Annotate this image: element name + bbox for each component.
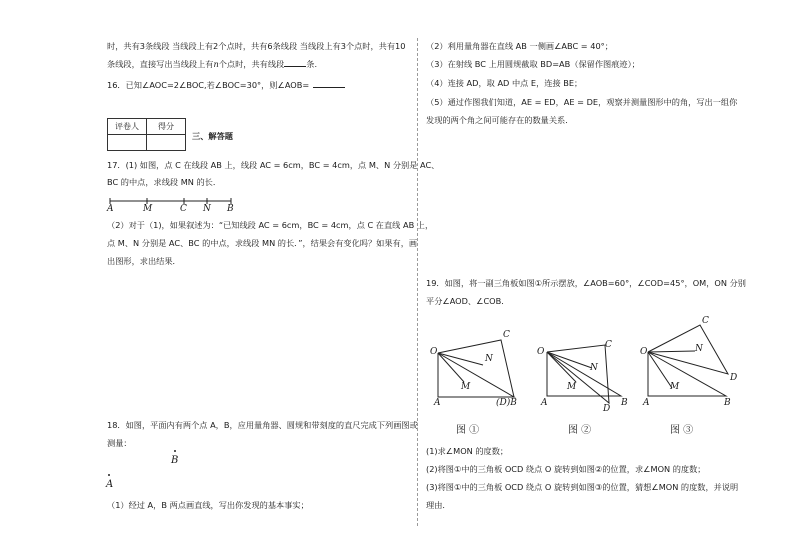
score-cell-grader[interactable] — [108, 135, 147, 151]
fig3-label-d: D — [730, 373, 738, 383]
q15-text-part2: 个点时，共有线段 — [218, 59, 285, 69]
score-table — [107, 118, 186, 151]
fig1-label-n: N — [485, 354, 493, 364]
figure-3-caption: 图 ③ — [670, 425, 694, 436]
q16-stem: 16．已知∠AOC=2∠BOC,若∠BOC=30°，则∠AOB= — [107, 80, 310, 90]
q15-text-line1: 时，共有3条线段 当线段上有2个点时，共有6条线段 当线段上有3个点时，共有10 — [107, 41, 406, 51]
score-header-score: 得分 — [147, 119, 186, 135]
q18-step4: （4）连接 AD，取 AD 中点 E，连接 BE； — [426, 78, 583, 88]
q19-sub1: (1)求∠MON 的度数； — [426, 446, 509, 456]
fig3-label-a: A — [643, 398, 650, 408]
fig1-triangle-ocd — [438, 340, 514, 397]
q19-sub3-line1: (3)将图①中的三角板 OCD 绕点 O 旋转到如图③的位置，猜想∠MON 的度数，并说明 — [426, 482, 739, 492]
q17-line2: BC 的中点，求线段 MN 的长． — [107, 177, 222, 187]
fig3-ray-on — [648, 351, 695, 352]
q16-answer-blank[interactable] — [313, 87, 345, 88]
figure-1-caption: 图 ① — [456, 425, 480, 436]
q17-label-m: M — [143, 204, 153, 214]
point-a-dot — [108, 474, 110, 476]
fig2-triangle-aob — [547, 352, 621, 396]
q17-line1: 17．(1) 如图，点 C 在线段 AB 上，线段 AC = 6cm，BC = 4cm，点 M、N 分别是 AC、 — [107, 160, 440, 170]
fig3-triangle-aob — [648, 352, 726, 396]
fig1-label-a: A — [434, 398, 441, 408]
q17-label-n: N — [203, 204, 211, 214]
q19-sub3-line2: 理由． — [426, 500, 451, 510]
fig3-label-m: M — [670, 382, 680, 392]
fig3-label-b: B — [724, 398, 731, 408]
column-divider — [417, 38, 418, 526]
fig2-label-c: C — [605, 340, 612, 350]
fig1-triangle-aob — [438, 353, 514, 397]
fig1-ray-on — [438, 353, 483, 365]
fig2-label-a: A — [541, 398, 548, 408]
fig2-triangle-ocd — [547, 345, 609, 403]
figure-3-diagram — [640, 315, 750, 415]
q15-text-line2 — [107, 59, 317, 70]
q18-line1: 18．如图，平面内有两个点 A，B，应用量角器、圆规和带刻度的直尺完成下列画图或 — [107, 420, 418, 430]
score-cell-score[interactable] — [147, 135, 186, 151]
q18-step3: （3）在射线 BC 上用圆规截取 BD=AB（保留作图痕迹）； — [426, 59, 640, 69]
q15-text-part3: 条. — [306, 59, 318, 69]
section-title: 三、解答题 — [192, 131, 233, 141]
fig2-label-n: N — [590, 363, 598, 373]
fig2-label-d: D — [603, 404, 611, 414]
fig2-label-b: B — [621, 398, 628, 408]
q19-line2: 平分∠AOD、∠COB． — [426, 296, 510, 306]
q15-variable-n: n — [213, 59, 219, 69]
fig1-ray-om — [438, 353, 464, 382]
fig2-label-m: M — [567, 382, 577, 392]
fig3-triangle-ocd — [648, 325, 728, 374]
q16-text — [107, 80, 345, 91]
q18-line3: （1）经过 A，B 两点画直线，写出你发现的基本事实； — [107, 500, 309, 510]
fig3-label-n: N — [695, 344, 703, 354]
fig1-label-db: (D)B — [496, 398, 517, 408]
q17-line3: （2）对于（1)，如果叙述为：“已知线段 AC = 6cm，BC = 4cm，点 C 在直线 AB 上， — [107, 220, 434, 230]
fig1-label-o: O — [430, 347, 438, 357]
q17-line5: 出图形，求出结果． — [107, 256, 181, 266]
q15-text-part1: 条线段，直接写出当线段上有 — [107, 59, 214, 69]
q17-segment-diagram — [107, 193, 237, 219]
q18-step2: （2）利用量角器在直线 AB 一侧画∠ABC = 40°； — [426, 41, 613, 51]
q17-label-c: C — [180, 204, 187, 214]
q17-line4: 点 M、N 分别是 AC、BC 的中点，求线段 MN 的长．”，结果会有变化吗？如果有，画 — [107, 238, 418, 248]
q17-label-a: A — [107, 204, 114, 214]
q15-answer-blank[interactable] — [284, 66, 306, 67]
fig1-label-c: C — [503, 330, 510, 340]
fig3-label-c: C — [702, 316, 709, 326]
q19-line1: 19．如图，将一副三角板如图①所示摆放，∠AOB=60°，∠COD=45°，OM，ON 分别 — [426, 278, 746, 288]
q18-step5-line2: 发现的两个角之间可能存在的数量关系． — [426, 115, 574, 125]
q17-label-b: B — [227, 204, 234, 214]
score-header-grader: 评卷人 — [108, 119, 147, 135]
point-a-label: A — [106, 479, 114, 490]
fig1-label-m: M — [461, 382, 471, 392]
figure-2-caption: 图 ② — [568, 425, 592, 436]
q18-step5-line1: （5）通过作图我们知道，AE = ED，AE = DE，观察并测量图形中的角，写出一组你 — [426, 97, 738, 107]
fig3-label-o: O — [640, 347, 648, 357]
fig2-label-o: O — [537, 347, 545, 357]
q18-line2: 测量： — [107, 438, 132, 448]
point-b-label: B — [171, 455, 179, 466]
q19-sub2: (2)将图①中的三角板 OCD 绕点 O 旋转到如图②的位置，求∠MON 的度数； — [426, 464, 706, 474]
point-b-dot — [174, 450, 176, 452]
